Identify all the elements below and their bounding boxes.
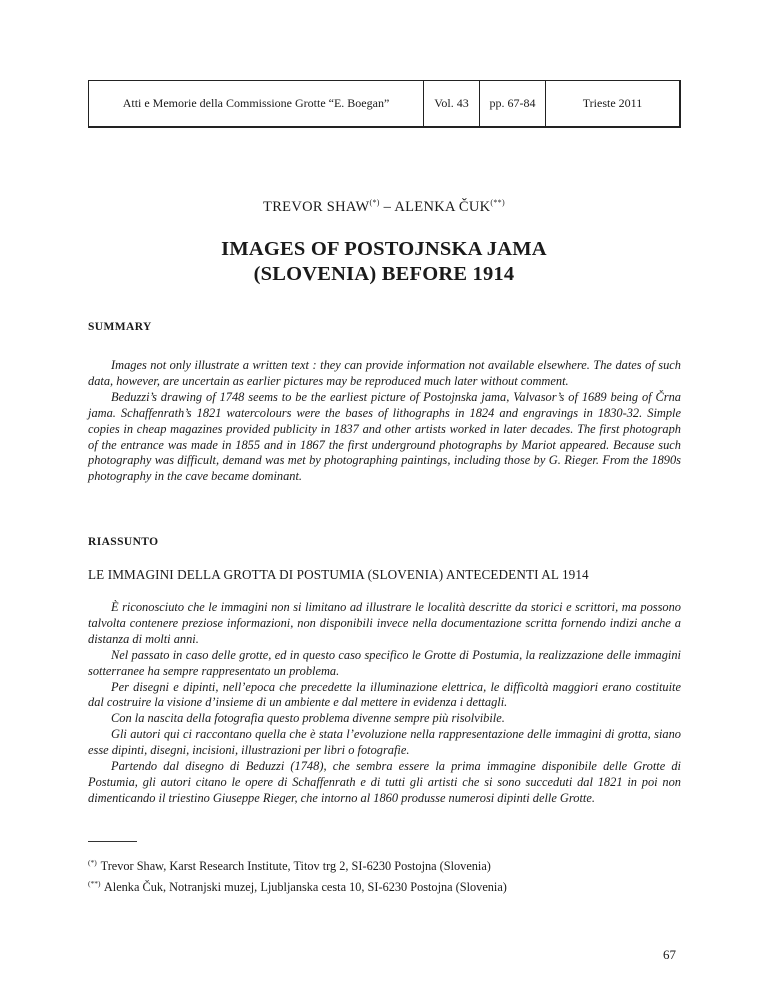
riassunto-paragraph: Per disegni e dipinti, nell’epoca che precedette la illuminazione elettrica, le difficoltà maggiori erano costituite dal costruire la visione d’insieme di un ambiente e dal mettere in evidenza i dettagli. — [88, 679, 681, 710]
page-number: 67 — [663, 947, 676, 962]
footnotes — [88, 854, 507, 896]
title-line: IMAGES OF POSTOJNSKA JAMA — [221, 238, 547, 260]
footnote-divider — [88, 841, 137, 842]
volume-number: Vol. 43 — [424, 81, 480, 126]
author-name: ALENKA ČUK — [394, 199, 491, 215]
summary-text — [88, 358, 681, 485]
footnote-mark: (*) — [88, 858, 97, 867]
place-year: Trieste 2011 — [582, 96, 643, 110]
riassunto-paragraph: Nel passato in caso delle grotte, ed in questo caso specifico le Grotte di Postumia, la realizzazione delle immagini sotterranee ha sempre rappresentato un problema. — [88, 647, 681, 678]
author-footnote-mark: (*) — [369, 198, 380, 207]
footnote-mark: (**) — [88, 879, 101, 888]
journal-name: Atti e Memorie della Commissione Grotte “E. Boegan” — [89, 81, 424, 126]
riassunto-paragraph: Con la nascita della fotografia questo problema divenne sempre più risolvibile. — [111, 711, 505, 726]
summary-paragraph: Beduzzi’s drawing of 1748 seems to be the earliest picture of Postojnska jama, Valvasor’s of 1689 being of Črna jama. Schaffenrath’s 1821 watercolours were the bases of lithographs in 1824 and engravings in 1830-32. Simple copies in cheap magazines provided publicity in 1837 and other artists worked in later decades. The first photograph of the entrance was made in 1855 and in 1867 the first underground photographs by Mariot appeared. Because such photography was difficult, demand was met by photographing paintings, including those by G. Rieger. From the 1890s photography in the cave became dominant. — [88, 389, 681, 484]
author-footnote-mark: (**) — [490, 198, 505, 207]
summary-heading: SUMMARY — [88, 321, 152, 333]
author-name: TREVOR SHAW — [263, 199, 370, 215]
footnote — [88, 854, 507, 875]
riassunto-paragraph: Partendo dal disegno di Beduzzi (1748), che sembra essere la prima immagine disponibile delle Grotte di Postumia, gli autori citano le opere di Schaffenrath e di tutti gli artisti che si sono succeduti dal 1821 in poi non dimenticando il triestino Giuseppe Rieger, che intorno al 1860 produsse numerosi dipinti delle Grotte. — [88, 759, 681, 805]
paper-title — [0, 237, 768, 287]
author-separator: – — [379, 199, 395, 215]
summary-paragraph: Images not only illustrate a written text : they can provide information not available elsewhere. The dates of such data, however, are uncertain as earlier pictures may be reproduced much later without comment. — [88, 358, 681, 388]
page-range: pp. 67-84 — [480, 81, 546, 126]
riassunto-paragraph: È riconosciuto che le immagini non si limitano ad illustrare le località descritte da storici e scrittori, ma possono talvolta contenere preziose informazioni, non disponibili invece nella documentazione scritta fornendo indizi anche a distanza di molti anni. — [88, 600, 681, 646]
riassunto-paragraph: Gli autori qui ci raccontano quella che è stata l’evoluzione nella rappresentazione delle immagini di grotta, siano esse dipinti, disegni, incisioni, illustrazioni per libri o fotografie. — [88, 727, 681, 758]
riassunto-subtitle: LE IMMAGINI DELLA GROTTA DI POSTUMIA (SLOVENIA) ANTECEDENTI AL 1914 — [88, 567, 589, 582]
author-line — [0, 198, 768, 216]
title-line: (SLOVENIA) BEFORE 1914 — [253, 263, 515, 285]
footnote-text: Alenka Čuk, Notranjski muzej, Ljubljanska cesta 10, SI-6230 Postojna (Slovenia) — [103, 880, 507, 894]
riassunto-text — [88, 600, 681, 807]
journal-header-table — [88, 80, 681, 128]
footnote-text: Trevor Shaw, Karst Research Institute, Titov trg 2, SI-6230 Postojna (Slovenia) — [100, 859, 491, 873]
footnote — [88, 875, 507, 896]
riassunto-heading: RIASSUNTO — [88, 536, 159, 548]
